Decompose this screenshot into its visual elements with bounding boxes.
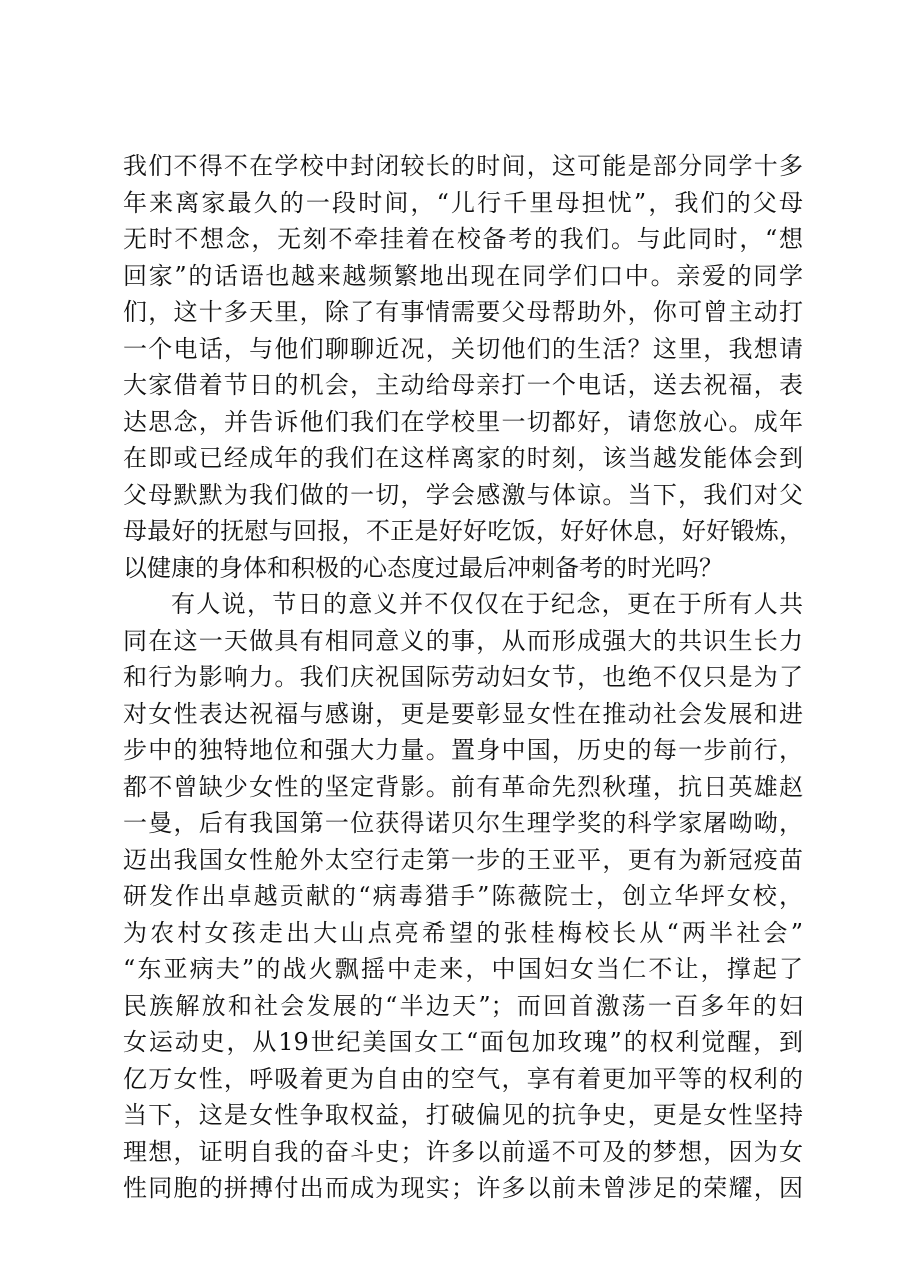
text-line: 研发作出卓越贡献的“病毒猎手”陈薇院士，创立华坪女校， xyxy=(123,882,803,910)
text-line: 大家借着节日的机会，主动给母亲打一个电话，送去祝福，表 xyxy=(123,371,803,399)
text-line: 都不曾缺少女性的坚定背影。前有革命先烈秋瑾，抗日英雄赵 xyxy=(123,772,803,801)
text-line: 在即或已经成年的我们在这样离家的时刻，该当越发能体会到 xyxy=(123,444,803,472)
text-line: 达思念，并告诉他们我们在学校里一切都好，请您放心。成年 xyxy=(123,407,803,436)
text-line: 亿万女性，呼吸着更为自由的空气，享有着更加平等的权利的 xyxy=(123,1064,803,1093)
body-text xyxy=(123,148,803,1207)
text-line: 民族解放和社会发展的“半边天”；而回首激荡一百多年的妇 xyxy=(123,991,803,1020)
text-line: 一曼，后有我国第一位获得诺贝尔生理学奖的科学家屠呦呦， xyxy=(123,809,803,837)
text-line: 同在这一天做具有相同意义的事，从而形成强大的共识生长力 xyxy=(123,626,803,655)
text-line: 我们不得不在学校中封闭较长的时间，这可能是部分同学十多 xyxy=(123,152,803,180)
text-line: 女运动史，从19世纪美国女工“面包加玫瑰”的权利觉醒，到 xyxy=(123,1028,803,1056)
text-line: 有人说，节日的意义并不仅仅在于纪念，更在于所有人共 xyxy=(171,590,803,618)
text-line: 和行为影响力。我们庆祝国际劳动妇女节，也绝不仅只是为了 xyxy=(123,663,803,691)
text-line: 当下，这是女性争取权益，打破偏见的抗争史，更是女性坚持 xyxy=(123,1101,803,1129)
text-line: 理想，证明自我的奋斗史；许多以前遥不可及的梦想，因为女 xyxy=(123,1137,803,1166)
text-line: 性同胞的拼搏付出而成为现实；许多以前未曾涉足的荣耀，因 xyxy=(123,1174,803,1202)
paragraph-2 xyxy=(123,586,803,1207)
text-line: 一个电话，与他们聊聊近况，关切他们的生活？这里，我想请 xyxy=(123,334,803,363)
text-line: 以健康的身体和积极的心态度过最后冲刺备考的时光吗？ xyxy=(123,553,723,582)
text-line: 对女性表达祝福与感谢，更是要彰显女性在推动社会发展和进 xyxy=(123,699,803,728)
text-line: 为农村女孩走出大山点亮希望的张桂梅校长从“两半社会” xyxy=(123,918,803,947)
text-line: 父母默默为我们做的一切，学会感激与体谅。当下，我们对父 xyxy=(123,480,803,509)
text-line: 无时不想念，无刻不牵挂着在校备考的我们。与此同时，“想 xyxy=(123,225,803,253)
text-line: “东亚病夫”的战火飘摇中走来，中国妇女当仁不让，撑起了 xyxy=(123,955,803,983)
text-line: 回家”的话语也越来越频繁地出现在同学们口中。亲爱的同学 xyxy=(123,261,803,290)
paragraph-1 xyxy=(123,148,803,586)
text-line: 迈出我国女性舱外太空行走第一步的王亚平，更有为新冠疫苗 xyxy=(123,845,803,874)
text-line: 们，这十多天里，除了有事情需要父母帮助外，你可曾主动打 xyxy=(123,298,803,326)
text-line: 母最好的抚慰与回报，不正是好好吃饭，好好休息，好好锻炼， xyxy=(123,517,803,545)
text-line: 步中的独特地位和强大力量。置身中国，历史的每一步前行， xyxy=(123,736,803,764)
text-line: 年来离家最久的一段时间，“儿行千里母担忧”，我们的父母 xyxy=(123,188,803,217)
